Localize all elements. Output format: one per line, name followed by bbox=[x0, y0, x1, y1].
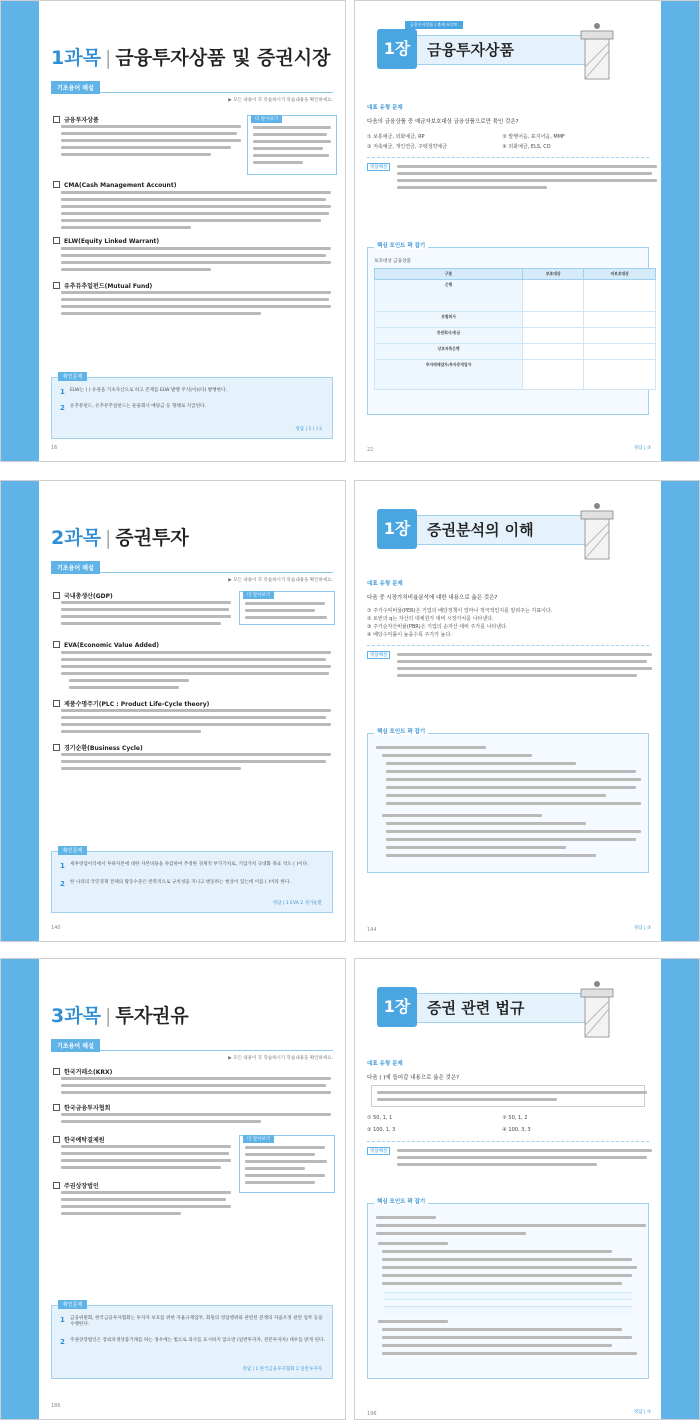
quiz-tag: 확인문제 bbox=[58, 372, 87, 381]
tower-illustration-icon bbox=[575, 501, 619, 561]
chapter-title: 증권분석의 이해 bbox=[427, 521, 534, 539]
subject-number: 3과목 bbox=[51, 1005, 101, 1027]
summary-heading: 핵심 포인트 꽉 잡기 bbox=[374, 241, 428, 249]
page-number: 140 bbox=[51, 925, 61, 931]
page-edge-strip bbox=[1, 959, 39, 1419]
page-number: 196 bbox=[367, 1411, 377, 1417]
section-note: ▶ 모든 내용이 꼭 학습하시기 학습내용을 확인하세요. bbox=[228, 578, 333, 583]
section-note: ▶ 모든 내용이 꼭 학습하시기 학습내용을 확인하세요. bbox=[228, 98, 333, 103]
section-note: ▶ 모든 내용이 꼭 학습하시기 학습내용을 확인하세요. bbox=[228, 1056, 333, 1061]
quiz-box: 확인문제 1 ELW는 ( ) 유권을 기초자산으로 하고 존재를 ELW 발행 주식(이)(다) 발행한다. 2 유추뮤펀드, 유추뮤추얼펀드는 운용회사 배당금 등 형태로 지급된다. 정답 | 1 ( ) 2 bbox=[51, 377, 333, 439]
answer-label: 정답 | ③ bbox=[633, 1410, 651, 1415]
answer-choices: ① 보통예금, 외화예금, RP ② 발행어음, 표지어음, MMF bbox=[367, 134, 565, 140]
page-number: 16 bbox=[51, 445, 58, 451]
section-bar bbox=[51, 1039, 333, 1051]
subject-name: 증권투자 bbox=[115, 527, 189, 549]
chapter-header bbox=[355, 501, 661, 559]
page-number: 144 bbox=[367, 927, 377, 933]
page-number: 186 bbox=[51, 1403, 61, 1409]
summary-heading: 핵심 포인트 꽉 잡기 bbox=[374, 727, 428, 735]
term-heading: 한국예탁결제원 bbox=[53, 1135, 105, 1144]
sidebar-note: 더 알아보기 bbox=[239, 591, 335, 625]
chapter-topline: 금융투자상품 | 출제 포인트 bbox=[405, 21, 463, 29]
term-heading: 주권상장법인 bbox=[53, 1181, 99, 1190]
sidebar-note: 더 알아보기 bbox=[247, 115, 337, 175]
quiz-tag: 확인문제 bbox=[58, 1300, 87, 1309]
term-heading: EVA(Economic Value Added) bbox=[53, 641, 159, 649]
term-heading: 경기순환(Business Cycle) bbox=[53, 743, 143, 752]
page-edge-strip bbox=[1, 481, 39, 941]
question-label: 대표 유형 문제 bbox=[367, 1061, 403, 1067]
question-passage bbox=[371, 1085, 645, 1107]
summary-heading: 핵심 포인트 꽉 잡기 bbox=[374, 1197, 428, 1205]
section-tag: 기초용어 해설 bbox=[51, 1039, 100, 1052]
quiz-box: 확인문제 1 금융위원회, 한국금융투자협회는 투자자 보호를 위한 자율규제업무, 회원의 영업행위와 관련된 분쟁의 자율조정 관련 업무 등을 수행한다. 2 주권상장법인은 장외파생상품거래를 하는 경우에는 법으로 의사를 표시하지 않으면 (일반투자자, 전문투자자) 대우를 받게 된다. 정답 | 1 한국금융투자협회 2 일반투자자 bbox=[51, 1305, 333, 1379]
answer-label: 정답 | ③ bbox=[633, 446, 651, 451]
explanation: 정답해설 bbox=[367, 645, 649, 685]
subject-number: 2과목 bbox=[51, 527, 101, 549]
question-stem: 다음 중 시장가치비율분석에 대한 내용으로 옳은 것은? bbox=[367, 595, 498, 601]
subject-number: 1과목 bbox=[51, 47, 101, 69]
subject-name: 투자권유 bbox=[115, 1005, 189, 1027]
page-edge-strip bbox=[1, 1, 39, 461]
section-bar bbox=[51, 561, 333, 573]
page-number: 22 bbox=[367, 447, 374, 453]
summary-box: 핵심 포인트 꽉 잡기 보호대상 금융상품 구분 보호대상 비보호대상 은행 보험회사 증권회사/종금 상호저축은행 투자매매업자/투자중개업자 bbox=[367, 247, 649, 415]
explanation: 정답해설 bbox=[367, 1141, 649, 1177]
left-page-1 bbox=[0, 0, 346, 462]
term-heading: 유추뮤추얼펀드(Mutual Fund) bbox=[53, 281, 152, 290]
sidebar-note: 더 알아보기 bbox=[239, 1135, 335, 1193]
question-label: 대표 유형 문제 bbox=[367, 581, 403, 587]
chapter-title: 증권 관련 법규 bbox=[427, 999, 525, 1017]
question-stem: 다음의 금융상품 중 예금자보호대상 금융상품으로만 묶인 것은? bbox=[367, 119, 519, 125]
tower-illustration-icon bbox=[575, 21, 619, 81]
page-edge-strip bbox=[661, 1, 699, 461]
summary-box bbox=[367, 729, 649, 873]
term-heading: ELW(Equity Linked Warrant) bbox=[53, 237, 159, 245]
term-heading: 국내총생산(GDP) bbox=[53, 591, 113, 600]
term-heading: 제품수명주기(PLC : Product Life-Cycle theory) bbox=[53, 699, 209, 708]
page-edge-strip bbox=[661, 959, 699, 1419]
chapter-title: 금융투자상품 bbox=[427, 41, 514, 59]
term-heading: 한국금융투자협회 bbox=[53, 1103, 110, 1112]
chapter-badge: 1장 bbox=[377, 509, 417, 549]
section-tag: 기초용어 해설 bbox=[51, 561, 100, 574]
answer-label: 정답 | 1 ( ) 2 bbox=[295, 427, 322, 432]
answer-label: 정답 | ③ bbox=[633, 926, 651, 931]
chapter-header bbox=[355, 979, 661, 1037]
subject-title: 3과목 | 투자권유 bbox=[51, 1005, 189, 1027]
tower-illustration-icon bbox=[575, 979, 619, 1039]
question-stem: 다음 ( )에 들어갈 내용으로 옳은 것은? bbox=[367, 1075, 460, 1081]
answer-choices: ① 50, 1, 1 ② 50, 1, 2 bbox=[367, 1115, 528, 1121]
subject-name: 금융투자상품 및 증권시장 bbox=[115, 47, 331, 69]
chapter-header bbox=[355, 21, 661, 79]
explanation: 정답해설 bbox=[367, 157, 649, 197]
right-page-1 bbox=[354, 0, 700, 462]
subject-title: 1과목 | 금융투자상품 및 증권시장 bbox=[51, 47, 331, 69]
term-heading: 한국거래소(KRX) bbox=[53, 1067, 112, 1076]
summary-box bbox=[367, 1199, 649, 1379]
product-table: 구분 보호대상 비보호대상 은행 보험회사 증권회사/종금 상호저축은행 투자매매업자/투자중개업자 bbox=[374, 268, 656, 390]
right-page-3 bbox=[354, 958, 700, 1420]
answer-label: 정답 | 1 EVA 2 경기순환 bbox=[272, 901, 322, 906]
section-bar bbox=[51, 81, 333, 93]
quiz-tag: 확인문제 bbox=[58, 846, 87, 855]
answer-label: 정답 | 1 한국금융투자협회 2 일반투자자 bbox=[242, 1367, 322, 1372]
question-label: 대표 유형 문제 bbox=[367, 105, 403, 111]
term-heading: CMA(Cash Management Account) bbox=[53, 181, 176, 189]
section-tag: 기초용어 해설 bbox=[51, 81, 100, 94]
left-page-2 bbox=[0, 480, 346, 942]
chapter-badge: 1장 bbox=[377, 987, 417, 1027]
answer-choices: ③ 저축예금, 개인연금, 주택청약예금 ④ 외화예금, ELS, CD bbox=[367, 144, 551, 150]
right-page-2 bbox=[354, 480, 700, 942]
term-heading: 금융투자상품 bbox=[53, 115, 99, 124]
quiz-box: 확인문제 1 세후영업이익에서 투하자본에 대한 자본비용을 차감하여 추정한 경제적 부가가치로, 기업가치 극대화 목표 척도 ( )이다. 2 한 나라의 국민경제 전체의 활동수준은 반복적으로 규칙성을 지니고 변동하는 현상이 있는데 이를 ( )이라 한다. 정답 | 1 EVA 2 경기순환 bbox=[51, 851, 333, 913]
subject-title: 2과목 | 증권투자 bbox=[51, 527, 189, 549]
chapter-badge: 1장 bbox=[377, 29, 417, 69]
page-edge-strip bbox=[661, 481, 699, 941]
answer-choices: ① 주가수익비율(PER)은 기업의 배당정책이 얼마나 적극적인지를 알려주는 지표이다. ② 토빈의 q는 자산의 대체원가 대비 시장가치를 나타낸다. ③ 주가순자산비율(PBR)은 기업의 순자산 대비 주가를 나타낸다. ④ 배당수익률이 높을수록 주가가 높다. bbox=[367, 608, 553, 638]
answer-choices: ③ 100, 1, 3 ④ 100, 3, 3 bbox=[367, 1127, 531, 1133]
left-page-3 bbox=[0, 958, 346, 1420]
